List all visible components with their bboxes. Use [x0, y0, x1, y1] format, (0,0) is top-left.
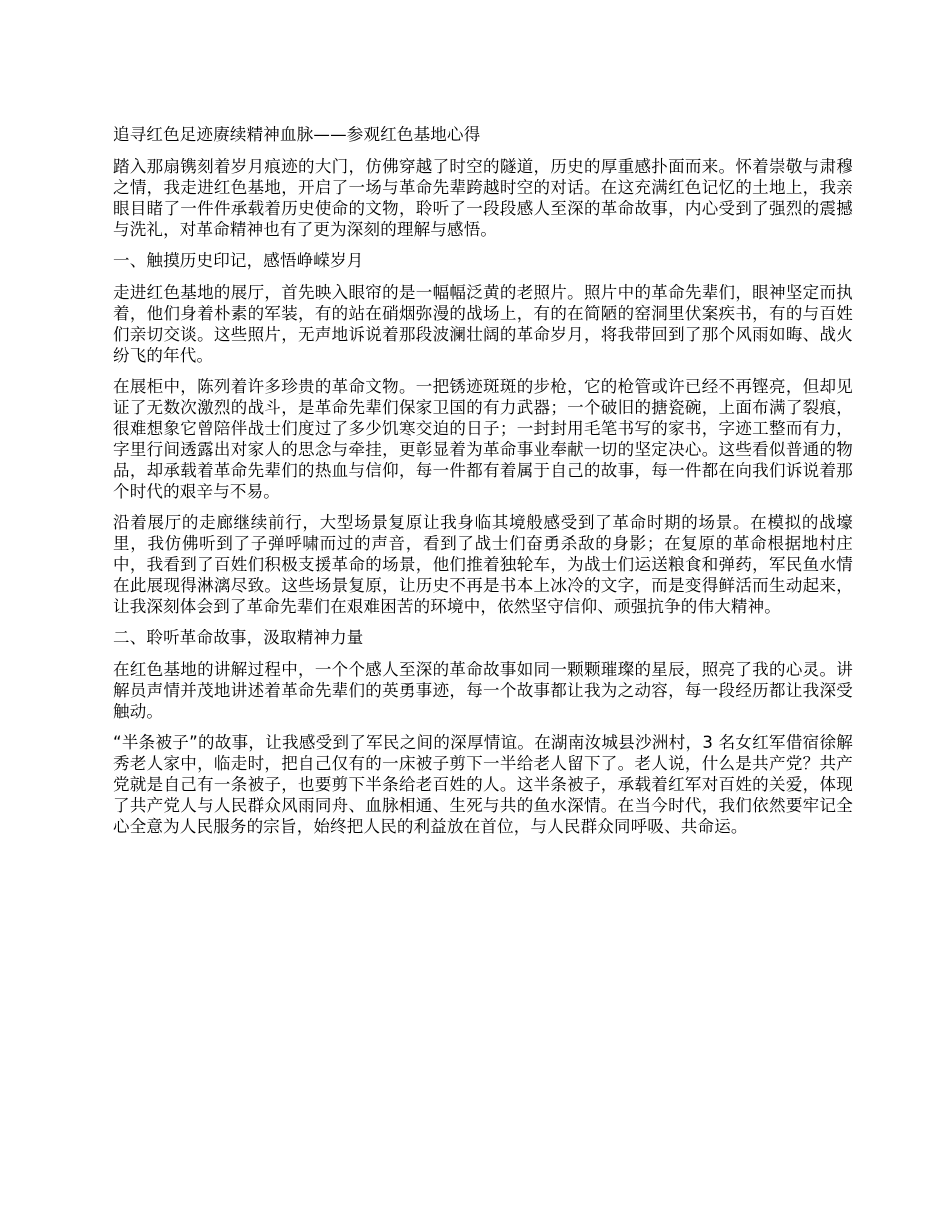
- document-body: [113, 124, 853, 847]
- section2-paragraph-1: 在红色基地的讲解过程中，一个个感人至深的革命故事如同一颗颗璀璨的星辰，照亮了我的心灵。讲解员声情并茂地讲述着革命先辈们的英勇事迹，每一个故事都让我为之动容，每一段经历都让我深受触动。: [113, 660, 853, 721]
- section-heading-2: 二、聆听革命故事，汲取精神力量: [113, 628, 364, 647]
- section2-paragraph-2: “半条被子”的故事，让我感受到了军民之间的深厚情谊。在湖南汝城县沙洲村，3 名女红军借宿徐解秀老人家中，临走时，把自己仅有的一床被子剪下一半给老人留下了。老人说，什么是共产党？共产党就是自己有一条被子，也要剪下半条给老百姓的人。这半条被子，承载着红军对百姓的关爱，体现了共产党人与人民群众风雨同舟、血脉相通、生死与共的鱼水深情。在当今时代，我们依然要牢记全心全意为人民服务的宗旨，始终把人民的利益放在首位，与人民群众同呼吸、共命运。: [113, 733, 853, 836]
- section1-paragraph-3: 沿着展厅的走廊继续前行，大型场景复原让我身临其境般感受到了革命时期的场景。在模拟的战壕里，我仿佛听到了子弹呼啸而过的声音，看到了战士们奋勇杀敌的身影；在复原的革命根据地村庄中，我看到了百姓们积极支援革命的场景，他们推着独轮车，为战士们运送粮食和弹药，军民鱼水情在此展现得淋漓尽致。这些场景复原，让历史不再是书本上冰冷的文字，而是变得鲜活而生动起来，让我深刻体会到了革命先辈们在艰难困苦的环境中，依然坚守信仰、顽强抗争的伟大精神。: [113, 513, 853, 616]
- section1-paragraph-2: 在展柜中，陈列着许多珍贵的革命文物。一把锈迹斑斑的步枪，它的枪管或许已经不再铿亮，但却见证了无数次激烈的战斗，是革命先辈们保家卫国的有力武器；一个破旧的搪瓷碗，上面布满了裂痕，很难想象它曾陪伴战士们度过了多少饥寒交迫的日子；一封封用毛笔书写的家书，字迹工整而有力，字里行间透露出对家人的思念与牵挂，更彰显着为革命事业奉献一切的坚定决心。这些看似普通的物品，却承载着革命先辈们的热血与信仰，每一件都有着属于自己的故事，每一件都在向我们诉说着那个时代的艰辛与不易。: [113, 377, 853, 501]
- document-title: 追寻红色足迹赓续精神血脉——参观红色基地心得: [113, 125, 481, 144]
- section-heading-1: 一、触摸历史印记，感悟峥嵘岁月: [113, 251, 364, 270]
- section1-paragraph-1: 走进红色基地的展厅，首先映入眼帘的是一幅幅泛黄的老照片。照片中的革命先辈们，眼神坚定而执着，他们身着朴素的军装，有的站在硝烟弥漫的战场上，有的在简陋的窑洞里伏案疾书，有的与百姓们亲切交谈。这些照片，无声地诉说着那段波澜壮阔的革命岁月，将我带回到了那个风雨如晦、战火纷飞的年代。: [113, 283, 853, 365]
- intro-paragraph: 踏入那扇镌刻着岁月痕迹的大门，仿佛穿越了时空的隧道，历史的厚重感扑面而来。怀着崇敬与肃穆之情，我走进红色基地，开启了一场与革命先辈跨越时空的对话。在这充满红色记忆的土地上，我亲眼目睹了一件件承载着历史使命的文物，聆听了一段段感人至深的革命故事，内心受到了强烈的震撼与洗礼，对革命精神也有了更为深刻的理解与感悟。: [113, 157, 853, 239]
